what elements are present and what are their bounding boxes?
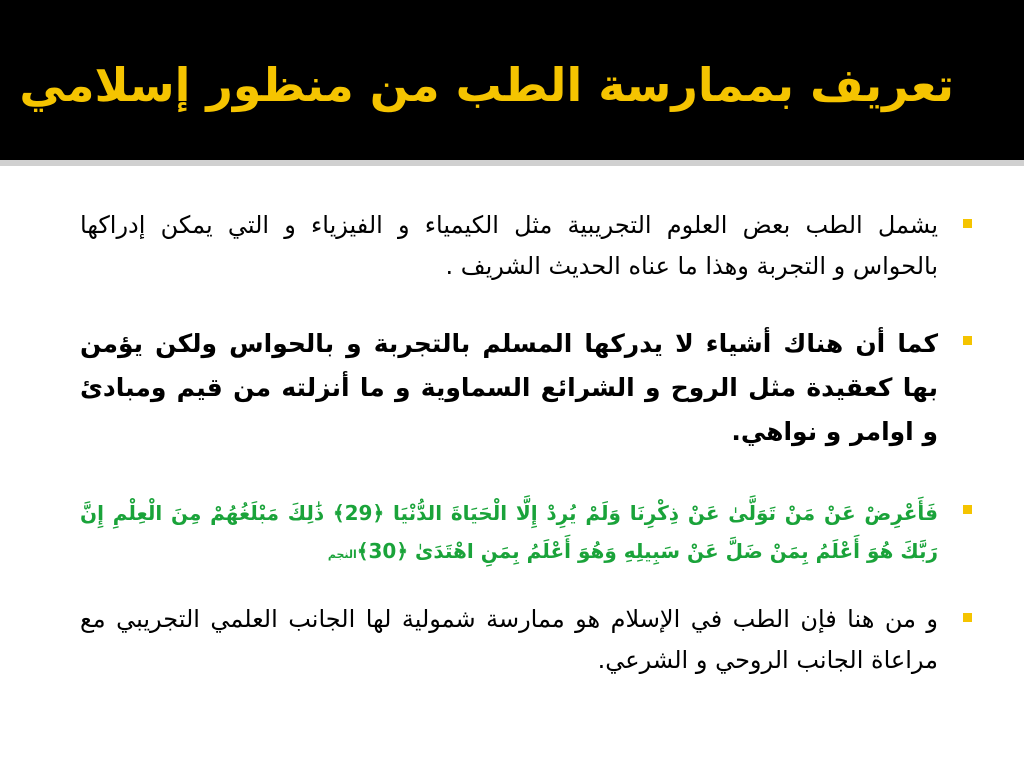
slide-title: تعريف بممارسة الطب من منظور إسلامي (19, 58, 954, 112)
bullet-item-senses (80, 205, 950, 287)
bullet-square-icon (963, 505, 972, 514)
title-band (0, 0, 1024, 160)
bullet-item-quran-verse (80, 494, 950, 574)
verse-body: فَأَعْرِضْ عَنْ مَنْ تَوَلَّىٰ عَنْ ذِكْرِنَا وَلَمْ يُرِدْ إِلَّا الْحَيَاةَ الدُّنْيَا ﴿29﴾ ذَٰلِكَ مَبْلَغُهُمْ مِنَ الْعِلْمِ إِنَّ رَبَّكَ هُوَ أَعْلَمُ بِمَنْ ضَلَّ عَنْ سَبِيلِهِ وَهُوَ أَعْلَمُ بِمَنِ اهْتَدَىٰ ﴿30﴾ (80, 501, 938, 563)
title-divider (0, 160, 1024, 166)
surah-reference: النجم (327, 548, 357, 561)
bullet-square-icon (963, 219, 972, 228)
bullet-text: كما أن هناك أشياء لا يدركها المسلم بالتجربة و بالحواس ولكن يؤمن بها كعقيدة مثل الروح و الشرائع السماوية و ما أنزلته من قيم ومبادئ و اوامر و نواهي. (80, 329, 938, 446)
bullet-item-conclusion (80, 599, 950, 681)
quran-verse-text (80, 494, 938, 574)
bullet-item-faith (80, 322, 950, 454)
bullet-square-icon (963, 613, 972, 622)
bullet-text: و من هنا فإن الطب في الإسلام هو ممارسة شمولية لها الجانب العلمي التجريبي مع مراعاة الجانب الروحي و الشرعي. (80, 605, 938, 674)
bullet-square-icon (963, 336, 972, 345)
bullet-list (80, 205, 950, 681)
bullet-text: يشمل الطب بعض العلوم التجريبية مثل الكيمياء و الفيزياء و التي يمكن إدراكها بالحواس و التجربة وهذا ما عناه الحديث الشريف . (80, 211, 938, 280)
